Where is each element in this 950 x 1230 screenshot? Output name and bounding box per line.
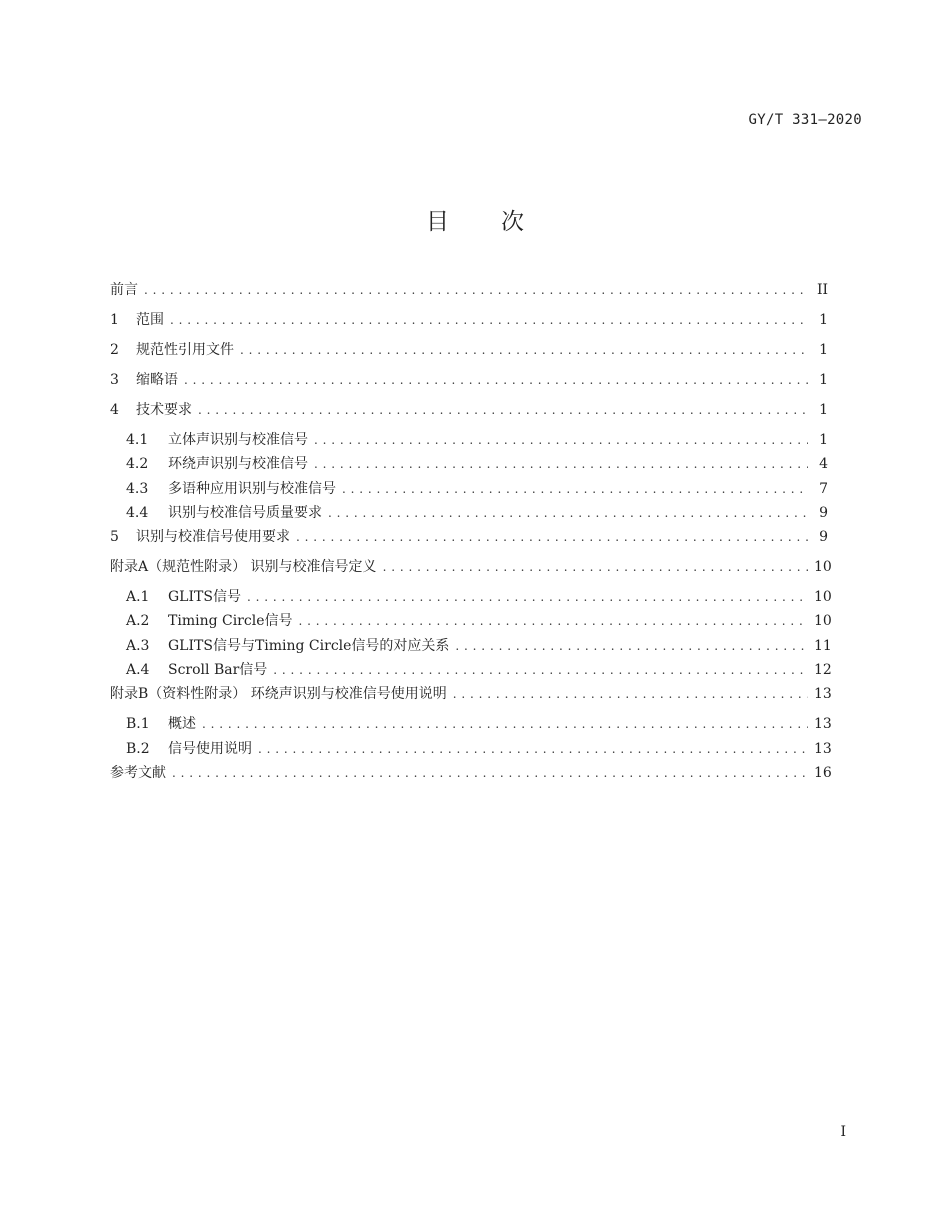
toc-entry-label: 范围 — [136, 312, 164, 328]
toc-entry-page: 12 — [814, 662, 832, 679]
toc-entry[interactable] — [110, 428, 828, 452]
toc-entry-page: 1 — [819, 432, 828, 448]
toc-entry-number: 4.1 — [126, 432, 149, 448]
toc-entry-label: 缩略语 — [136, 372, 178, 388]
toc-entry-page: 13 — [814, 686, 832, 703]
toc-entry[interactable] — [110, 555, 832, 585]
toc-entry-number: B.1 — [126, 716, 150, 733]
toc-entry-label: 概述 — [168, 716, 196, 733]
toc-entry-page: 10 — [814, 613, 832, 630]
page-number: I — [840, 1124, 846, 1140]
toc-entry-page: 1 — [819, 402, 828, 418]
toc-entry[interactable] — [110, 585, 832, 609]
toc-entry-page: II — [816, 282, 828, 298]
toc-entry-number: A.3 — [126, 637, 150, 654]
toc-dot-leader — [383, 555, 808, 579]
toc-entry[interactable] — [110, 609, 832, 633]
toc-entry-page: 10 — [814, 559, 832, 576]
toc-entry-label: 附录B（资料性附录） 环绕声识别与校准信号使用说明 — [110, 686, 447, 703]
toc-entry[interactable] — [110, 634, 832, 658]
toc-dot-leader — [184, 368, 808, 392]
toc-dot-leader — [273, 658, 808, 682]
toc-entry-page: 10 — [814, 589, 832, 606]
toc-entry[interactable] — [110, 737, 832, 761]
toc-entry[interactable] — [110, 368, 828, 398]
toc-dot-leader — [328, 501, 808, 525]
toc-entry-label: 识别与校准信号使用要求 — [136, 529, 290, 546]
toc-dot-leader — [202, 712, 808, 736]
toc-dot-leader — [314, 428, 808, 452]
toc-dot-leader — [172, 761, 808, 785]
toc-entry-page: 13 — [814, 716, 832, 733]
toc-entry-page: 11 — [814, 637, 832, 654]
toc-entry-label: 信号使用说明 — [168, 740, 252, 757]
toc-entry-page: 9 — [819, 504, 828, 521]
toc-entry-number: 2 — [110, 342, 119, 358]
toc-entry-number: A.2 — [126, 613, 150, 630]
toc-entry-label: 前言 — [110, 282, 138, 298]
toc-dot-leader — [198, 398, 808, 422]
toc-entry-label: 立体声识别与校准信号 — [168, 432, 308, 448]
toc-entry[interactable] — [110, 452, 828, 476]
page-title: 目次 — [426, 209, 576, 235]
toc-entry-number: 4 — [110, 402, 119, 418]
standard-code: GY/T 331—2020 — [748, 112, 862, 128]
toc-entry-number: 1 — [110, 312, 119, 328]
toc-dot-leader — [455, 634, 808, 658]
toc-entry-label: 技术要求 — [136, 402, 192, 418]
toc-dot-leader — [240, 338, 808, 362]
toc-dot-leader — [298, 609, 808, 633]
toc-entry-page: 4 — [819, 456, 828, 473]
toc-dot-leader — [342, 477, 808, 501]
toc-dot-leader — [247, 585, 808, 609]
toc-entry-label: 多语种应用识别与校准信号 — [168, 480, 336, 497]
toc-entry[interactable] — [110, 501, 828, 525]
toc-entry[interactable] — [110, 761, 832, 791]
toc-entry-label: Scroll Bar信号 — [168, 662, 268, 679]
toc-entry-page: 16 — [814, 764, 832, 781]
toc-entry-label: GLITS信号 — [168, 589, 241, 606]
toc-entry-number: 3 — [110, 372, 119, 388]
toc-dot-leader — [453, 682, 808, 706]
toc-entry[interactable] — [110, 658, 832, 682]
toc-entry[interactable] — [110, 712, 832, 736]
toc-entry-label: 识别与校准信号质量要求 — [168, 504, 322, 521]
toc-entry[interactable] — [110, 278, 828, 308]
toc-entry[interactable] — [110, 682, 832, 712]
toc-entry[interactable] — [110, 308, 828, 338]
toc-entry-label: 参考文献 — [110, 764, 166, 781]
toc-entry-label: Timing Circle信号 — [168, 613, 293, 630]
toc-entry[interactable] — [110, 477, 828, 501]
toc-entry-number: B.2 — [126, 740, 150, 757]
toc-entry[interactable] — [110, 338, 828, 368]
toc-entry-number: 4.2 — [126, 456, 149, 473]
toc-entry-number: 4.3 — [126, 480, 149, 497]
toc-entry-page: 1 — [819, 312, 828, 328]
toc-entry-page: 1 — [819, 372, 828, 388]
toc-entry-label: 环绕声识别与校准信号 — [168, 456, 308, 473]
toc-entry-number: A.4 — [126, 662, 150, 679]
toc-entry-number: 5 — [110, 529, 119, 546]
toc-entry-page: 7 — [819, 480, 828, 497]
toc-entry-page: 13 — [814, 740, 832, 757]
toc-dot-leader — [144, 278, 808, 302]
table-of-contents — [110, 278, 832, 791]
toc-entry-page: 1 — [819, 342, 828, 358]
toc-entry-page: 9 — [819, 529, 828, 546]
toc-entry[interactable] — [110, 525, 828, 555]
toc-dot-leader — [170, 308, 808, 332]
toc-entry[interactable] — [110, 398, 828, 428]
toc-entry-number: A.1 — [126, 589, 150, 606]
toc-dot-leader — [296, 525, 808, 549]
toc-entry-label: 附录A（规范性附录） 识别与校准信号定义 — [110, 559, 377, 576]
toc-dot-leader — [314, 452, 808, 476]
toc-entry-label: 规范性引用文件 — [136, 342, 234, 358]
toc-dot-leader — [258, 737, 808, 761]
toc-entry-label: GLITS信号与Timing Circle信号的对应关系 — [168, 637, 450, 654]
toc-entry-number: 4.4 — [126, 504, 149, 521]
